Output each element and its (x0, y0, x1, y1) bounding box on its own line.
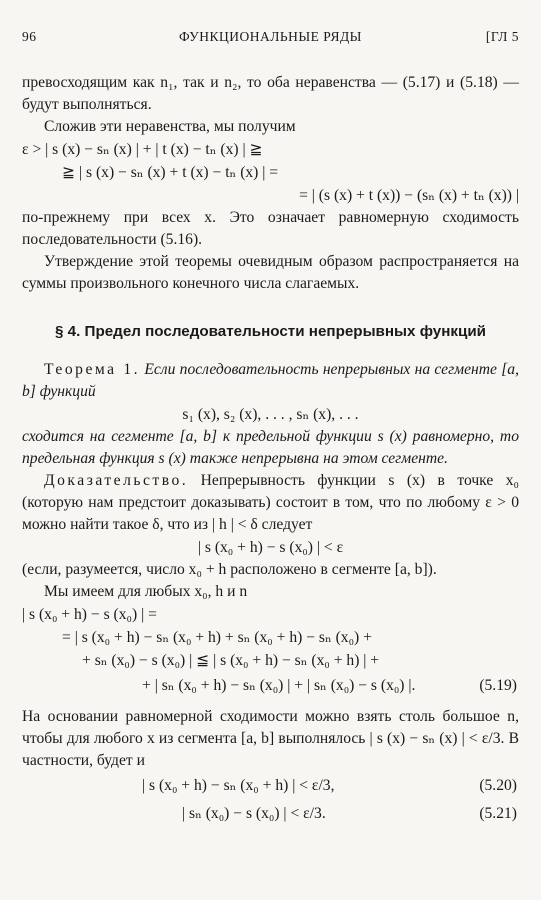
equation: | sₙ (x₀) − s (x₀) | < ε/3. (182, 805, 326, 822)
equation-line (22, 800, 519, 828)
paragraph: по-прежнему при всех x. Это означает равномерную сходимость последовательности (5.16). (22, 209, 519, 248)
theorem-text (22, 426, 519, 470)
paragraph: Мы имеем для любых x₀, h и n (44, 583, 248, 600)
equation-line: = | (s (x) + t (x)) − (sₙ (x) + tₙ (x)) | (299, 187, 519, 204)
proof-text: Непрерывность функции s (x) в точке x₀ (которую нам предстоит доказывать) состоит в том, что по любому ε > 0 можно найти такое δ, что из | h | < δ следует (22, 472, 519, 533)
theorem-text: сходится на сегменте [a, b] к предельной функции s (x) равномерно, то предельная функция s (x) также непрерывна на этом сегменте. (22, 428, 519, 467)
equation-number: (5.20) (479, 777, 517, 794)
theorem-text: Если последовательность непрерывных на сегменте [a, b] функций (22, 361, 519, 400)
equation-line: + sₙ (x₀) − s (x₀) | ≦ | s (x₀ + h) − sₙ (x₀ + h) | + (82, 652, 380, 669)
equation-line: ≧ | s (x) − sₙ (x) + t (x) − tₙ (x) | = (62, 164, 279, 181)
equation-number: (5.19) (479, 677, 517, 694)
chapter-marker: [ГЛ 5 (485, 29, 519, 44)
paragraph: Утверждение этой теоремы очевидным образом распространяется на суммы произвольного конечного числа слагаемых. (22, 253, 519, 292)
equation-line: ε > | s (x) − sₙ (x) | + | t (x) − tₙ (x) | ≧ (22, 141, 263, 158)
equation-number: (5.21) (479, 805, 517, 822)
section-heading: § 4. Предел последовательности непрерывных функций (54, 323, 487, 340)
proof-label: Доказательство. (44, 472, 189, 489)
equation-line (22, 672, 519, 700)
equation-line (22, 772, 519, 800)
equation: + | sₙ (x₀ + h) − sₙ (x₀) | + | sₙ (x₀) − s (x₀) |. (142, 677, 416, 694)
page-number: 96 (22, 29, 37, 44)
theorem-label: Теорема 1. (44, 361, 141, 378)
paragraph: Сложив эти неравенства, мы получим (44, 118, 296, 135)
equation-line: = | s (x₀ + h) − sₙ (x₀ + h) + sₙ (x₀ + h) − sₙ (x₀) + (62, 629, 372, 646)
equation-line: | s (x₀ + h) − s (x₀) | < ε (197, 539, 344, 556)
running-title: ФУНКЦИОНАЛЬНЫЕ РЯДЫ (179, 29, 362, 44)
equation-line: | s (x₀ + h) − s (x₀) | = (22, 606, 157, 623)
equation: | s (x₀ + h) − sₙ (x₀ + h) | < ε/3, (142, 777, 335, 794)
theorem (22, 359, 519, 403)
equation-line: s₁ (x), s₂ (x), . . . , sₙ (x), . . . (182, 406, 359, 423)
page-body (22, 72, 519, 828)
proof (22, 470, 519, 536)
paragraph: (если, разумеется, число x₀ + h расположено в сегменте [a, b]). (22, 561, 437, 578)
paragraph: На основании равномерной сходимости можно взять столь большое n, чтобы для любого x из сегмента [a, b] выполнялось | s (x) − sₙ (x) | < ε/3. В частности, будет и (22, 708, 519, 769)
paragraph: превосходящим как n₁, так и n₂, то оба неравенства — (5.17) и (5.18) — будут выполняться. (22, 74, 519, 113)
